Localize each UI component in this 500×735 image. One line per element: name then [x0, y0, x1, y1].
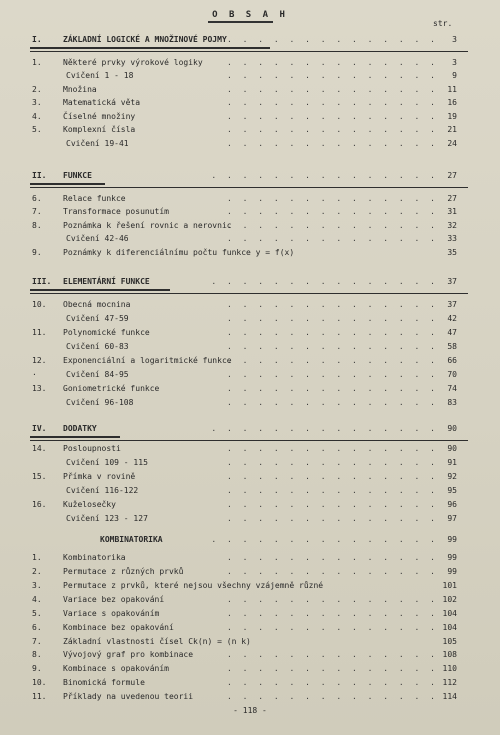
- entry-number: 12.: [32, 356, 47, 365]
- entry-title: Cvičení 109 - 115: [66, 458, 148, 467]
- leader-dots: . . . . . . . . . . . . . .: [226, 356, 438, 365]
- entry-page-number: 90: [447, 444, 457, 453]
- section-rule: [30, 183, 105, 185]
- entry-title: Cvičení 60-83: [66, 342, 129, 351]
- entry-title: Cvičení 42-46: [66, 234, 129, 243]
- entry-page-number: 31: [447, 207, 457, 216]
- section-title: KOMBINATORIKA: [100, 535, 163, 544]
- leader-dots: . . . . . . . . . . . . . .: [226, 194, 438, 203]
- entry-number: 10.: [32, 678, 47, 687]
- entry-number: 2.: [32, 567, 42, 576]
- leader-dots: . . . . . . . . . . . . . .: [226, 444, 438, 453]
- entry-title: Cvičení 19-41: [66, 139, 129, 148]
- entry-page-number: 27: [447, 194, 457, 203]
- page-title: O B S A H: [212, 10, 288, 20]
- entry-page-number: 104: [442, 609, 457, 618]
- leader-dots: . . . . . . . . . . . . . .: [226, 650, 438, 659]
- leader-dots: . . . . . . . . . . . . . .: [226, 314, 438, 323]
- entry-title: Cvičení 96-108: [66, 398, 134, 407]
- entry-page-number: 74: [447, 384, 457, 393]
- entry-page-number: 91: [447, 458, 457, 467]
- entry-number: 11.: [32, 692, 47, 701]
- leader-dots: . . . . . . . . . . . . . .: [226, 300, 438, 309]
- section-rule: [30, 289, 170, 291]
- leader-dots: . . . . . . . . . . . . . .: [226, 234, 438, 243]
- exercise-entry: [0, 233, 500, 245]
- entry-title: Goniometrické funkce: [63, 384, 160, 393]
- leader-dots: . . . . . . . . . . . . . .: [226, 609, 438, 618]
- entry-page-number: 9: [452, 71, 457, 80]
- chapter-entry: [0, 111, 500, 123]
- entry-number: 3.: [32, 581, 42, 590]
- entry-number: 1.: [32, 58, 42, 67]
- entry-number: 6.: [32, 194, 42, 203]
- entry-page-number: 70: [447, 370, 457, 379]
- chapter-entry: [0, 580, 500, 592]
- chapter-entry: [0, 566, 500, 578]
- exercise-entry: [0, 513, 500, 525]
- entry-page-number: 33: [447, 234, 457, 243]
- section-rule-long: [30, 187, 468, 188]
- leader-dots: . . . . . . . . . . . . . .: [226, 553, 438, 562]
- leader-dots: . . . . . . . . . . . . . .: [226, 125, 438, 134]
- entry-number: 5.: [32, 125, 42, 134]
- leader-dots: . . . . . . . . . . . . . .: [226, 139, 438, 148]
- page-column-label: str.: [433, 19, 453, 28]
- section-title: ZÁKLADNÍ LOGICKÉ A MNOŽINOVÉ POJMY: [63, 35, 227, 44]
- entry-title: Cvičení 116-122: [66, 486, 139, 495]
- entry-number: 7.: [32, 207, 42, 216]
- entry-number: 6.: [32, 623, 42, 632]
- entry-title: Cvičení 47-59: [66, 314, 129, 323]
- entry-page-number: 83: [447, 398, 457, 407]
- leader-dots: . . . . . . . . . . . . . .: [226, 678, 438, 687]
- chapter-entry: [0, 608, 500, 620]
- leader-dots: . . . . . . . . . . . . . .: [226, 692, 438, 701]
- entry-page-number: 42: [447, 314, 457, 323]
- exercise-entry: [0, 457, 500, 469]
- section-heading: [0, 423, 500, 435]
- entry-title: Cvičení 123 - 127: [66, 514, 148, 523]
- leader-dots: . . . . . . . . . . . . . .: [226, 664, 438, 673]
- chapter-entry: [0, 552, 500, 564]
- entry-number: 5.: [32, 609, 42, 618]
- chapter-entry: [0, 206, 500, 218]
- entry-title: Permutace z prvků, které nejsou všechny vzájemně různé: [63, 581, 324, 590]
- entry-number: 8.: [32, 650, 42, 659]
- entry-title: Transformace posunutím: [63, 207, 169, 216]
- leader-dots: . . . . . . . . . . . . . .: [226, 370, 438, 379]
- leader-dots: . . . . . . . . . . . . . .: [226, 112, 438, 121]
- section-heading: [0, 276, 500, 288]
- chapter-entry: [0, 247, 500, 259]
- leader-dots: . . . . . . . . . . . . . .: [226, 595, 438, 604]
- section-rule: [30, 436, 120, 438]
- leader-dots: . . . . . . . . . . . . . .: [226, 85, 438, 94]
- chapter-entry: [0, 57, 500, 69]
- section-rule: [30, 47, 270, 49]
- leader-dots: . . . . . . . . . . . . . .: [226, 207, 438, 216]
- entry-number: 9.: [32, 248, 42, 257]
- leader-dots: . . . . . . . . . . . . . . .: [211, 424, 438, 433]
- exercise-entry: [0, 397, 500, 409]
- entry-title: Posloupnosti: [63, 444, 121, 453]
- section-number: I.: [32, 35, 42, 44]
- entry-number: 16.: [32, 500, 47, 509]
- entry-number: 8.: [32, 221, 42, 230]
- chapter-entry: [0, 677, 500, 689]
- entry-page-number: 105: [442, 637, 457, 646]
- chapter-entry: [0, 355, 500, 367]
- section-page-number: 90: [447, 424, 457, 433]
- entry-title: Exponenciální a logaritmické funkce: [63, 356, 232, 365]
- entry-page-number: 16: [447, 98, 457, 107]
- chapter-entry: [0, 383, 500, 395]
- section-page-number: 99: [447, 535, 457, 544]
- entry-number: 10.: [32, 300, 47, 309]
- entry-page-number: 114: [442, 692, 457, 701]
- entry-title: Variace bez opakování: [63, 595, 165, 604]
- leader-dots: . . . . . . . . . . . . . .: [226, 458, 438, 467]
- leader-dots: . . . . . . . . . . . . . . .: [211, 535, 438, 544]
- chapter-entry: [0, 691, 500, 703]
- section-title: DODATKY: [63, 424, 97, 433]
- entry-number: 9.: [32, 664, 42, 673]
- section-title: ELEMENTÁRNÍ FUNKCE: [63, 277, 150, 286]
- entry-title: Kombinace bez opakování: [63, 623, 174, 632]
- entry-page-number: 58: [447, 342, 457, 351]
- exercise-entry: [0, 485, 500, 497]
- leader-dots: . . . . . . . . . . . . . .: [226, 221, 438, 230]
- leader-dots: . . . . . . . . . . . . . . .: [211, 277, 438, 286]
- chapter-entry: [0, 124, 500, 136]
- entry-title: Kombinatorika: [63, 553, 126, 562]
- entry-page-number: 96: [447, 500, 457, 509]
- entry-number: 11.: [32, 328, 47, 337]
- exercise-entry: [0, 341, 500, 353]
- section-number: IV.: [32, 424, 47, 433]
- section-rule-long: [30, 440, 468, 441]
- chapter-entry: [0, 299, 500, 311]
- entry-page-number: 47: [447, 328, 457, 337]
- entry-page-number: 32: [447, 221, 457, 230]
- entry-title: Poznámky k diferenciálnímu počtu funkce y = f(x): [63, 248, 295, 257]
- chapter-entry: [0, 471, 500, 483]
- entry-page-number: 95: [447, 486, 457, 495]
- entry-page-number: 11: [447, 85, 457, 94]
- leader-dots: . . . . . . . . . . . . . .: [226, 98, 438, 107]
- chapter-entry: [0, 649, 500, 661]
- exercise-entry: [0, 369, 500, 381]
- leader-dots: . . . . . . . . . . . . . .: [226, 567, 438, 576]
- entry-title: Kombinace s opakováním: [63, 664, 169, 673]
- exercise-entry: [0, 138, 500, 150]
- entry-title: Vývojový graf pro kombinace: [63, 650, 194, 659]
- entry-page-number: 37: [447, 300, 457, 309]
- section-title: FUNKCE: [63, 171, 92, 180]
- exercise-entry: [0, 70, 500, 82]
- entry-title: Příklady na uvedenou teorii: [63, 692, 194, 701]
- entry-number: 13.: [32, 384, 47, 393]
- entry-number: 2.: [32, 85, 42, 94]
- leader-dots: . . . . . . . . . . . . . .: [226, 500, 438, 509]
- leader-dots: . . . . . . . . . . . . . . .: [211, 35, 438, 44]
- entry-page-number: 97: [447, 514, 457, 523]
- section-page-number: 37: [447, 277, 457, 286]
- entry-number: 14.: [32, 444, 47, 453]
- entry-number: 1.: [32, 553, 42, 562]
- entry-page-number: 99: [447, 553, 457, 562]
- entry-page-number: 24: [447, 139, 457, 148]
- leader-dots: . . . . . . . . . . . . . .: [226, 623, 438, 632]
- leader-dots: . . . . . . . . . . . . . .: [226, 58, 438, 67]
- entry-title: Permutace z různých prvků: [63, 567, 184, 576]
- chapter-entry: [0, 84, 500, 96]
- section-page-number: 3: [452, 35, 457, 44]
- entry-page-number: 108: [442, 650, 457, 659]
- entry-title: Kuželosečky: [63, 500, 116, 509]
- chapter-entry: [0, 327, 500, 339]
- section-number: III.: [32, 277, 52, 286]
- entry-page-number: 35: [447, 248, 457, 257]
- entry-number: 7.: [32, 637, 42, 646]
- page-footer-number: - 118 -: [233, 706, 267, 715]
- entry-number: 4.: [32, 595, 42, 604]
- entry-page-number: 110: [442, 664, 457, 673]
- entry-number: ·: [32, 370, 37, 379]
- entry-page-number: 102: [442, 595, 457, 604]
- entry-page-number: 19: [447, 112, 457, 121]
- chapter-entry: [0, 193, 500, 205]
- chapter-entry: [0, 622, 500, 634]
- entry-title: Cvičení 1 - 18: [66, 71, 134, 80]
- entry-title: Základní vlastnosti čísel Ck(n) = (n k): [63, 637, 251, 646]
- section-page-number: 27: [447, 171, 457, 180]
- chapter-entry: [0, 499, 500, 511]
- chapter-entry: [0, 636, 500, 648]
- entry-title: Komplexní čísla: [63, 125, 136, 134]
- entry-page-number: 112: [442, 678, 457, 687]
- entry-title: Množina: [63, 85, 97, 94]
- leader-dots: . . . . . . . . . . . . . .: [226, 398, 438, 407]
- entry-page-number: 99: [447, 567, 457, 576]
- entry-title: Polynomické funkce: [63, 328, 150, 337]
- leader-dots: . . . . . . . . . . . . . .: [226, 384, 438, 393]
- leader-dots: . . . . . . . . . . . . . .: [226, 486, 438, 495]
- entry-page-number: 101: [442, 581, 457, 590]
- leader-dots: . . . . . . . . . . . . . . .: [211, 171, 438, 180]
- section-heading: [0, 34, 500, 46]
- title-underline: [208, 21, 273, 23]
- chapter-entry: [0, 594, 500, 606]
- entry-number: 4.: [32, 112, 42, 121]
- entry-page-number: 92: [447, 472, 457, 481]
- entry-number: 3.: [32, 98, 42, 107]
- entry-title: Poznámka k řešení rovnic a nerovnic: [63, 221, 232, 230]
- section-rule-long: [30, 293, 468, 294]
- entry-title: Binomická formule: [63, 678, 145, 687]
- entry-page-number: 3: [452, 58, 457, 67]
- section-heading: [0, 170, 500, 182]
- chapter-entry: [0, 220, 500, 232]
- section-heading: [0, 534, 500, 546]
- chapter-entry: [0, 443, 500, 455]
- entry-title: Přímka v rovině: [63, 472, 136, 481]
- entry-title: Některé prvky výrokové logiky: [63, 58, 203, 67]
- section-rule-long: [30, 51, 468, 52]
- leader-dots: . . . . . . . . . . . . . .: [226, 514, 438, 523]
- leader-dots: . . . . . . . . . . . . . .: [226, 342, 438, 351]
- entry-title: Obecná mocnina: [63, 300, 131, 309]
- entry-title: Cvičení 84-95: [66, 370, 129, 379]
- entry-page-number: 21: [447, 125, 457, 134]
- entry-number: 15.: [32, 472, 47, 481]
- chapter-entry: [0, 97, 500, 109]
- entry-title: Relace funkce: [63, 194, 126, 203]
- leader-dots: . . . . . . . . . . . . . .: [226, 472, 438, 481]
- chapter-entry: [0, 663, 500, 675]
- entry-title: Variace s opakováním: [63, 609, 160, 618]
- leader-dots: . . . . . . . . . . . . . .: [226, 71, 438, 80]
- leader-dots: . . . . . . . . . . . . . .: [226, 328, 438, 337]
- exercise-entry: [0, 313, 500, 325]
- entry-title: Matematická věta: [63, 98, 141, 107]
- entry-title: Číselné množiny: [63, 112, 136, 121]
- entry-page-number: 104: [442, 623, 457, 632]
- entry-page-number: 66: [447, 356, 457, 365]
- section-number: II.: [32, 171, 47, 180]
